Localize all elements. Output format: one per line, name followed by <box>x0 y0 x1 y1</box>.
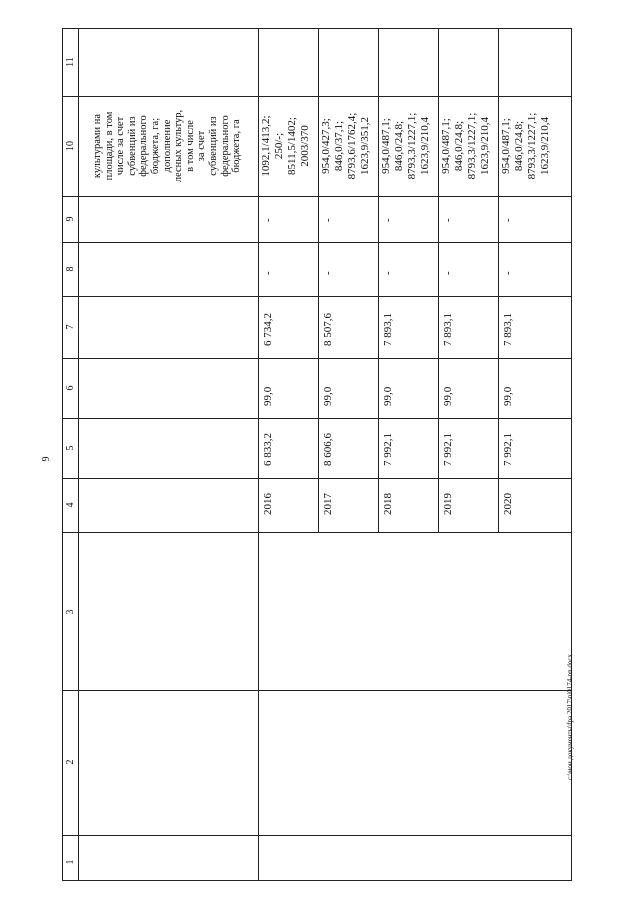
cell-col6: 99,0 <box>442 386 454 406</box>
cell-col9: - <box>262 218 274 222</box>
year-cell: 2018 <box>382 493 394 515</box>
cell-col8: - <box>382 271 394 275</box>
cell-col8: - <box>322 271 334 275</box>
column-number: 10 <box>65 141 76 151</box>
cell-col10: 954,0/487,1; 846,0/24,8; 8793,3/1227,1; 1623,9/210,4 <box>440 112 491 180</box>
col10-header-text: культурами на площади, в том числе за счет субвенций из федерального бюджета, га; дополнение лесных культур, в том числе за счет субвенций из федерального бюджета, га <box>92 109 243 183</box>
column-number: 11 <box>65 57 76 67</box>
year-cell: 2017 <box>322 493 334 515</box>
cell-col8: - <box>502 271 514 275</box>
cell-col8: - <box>262 271 274 275</box>
column-number: 2 <box>65 759 76 765</box>
cell-col8: - <box>442 271 454 275</box>
column-number: 6 <box>65 385 76 391</box>
cell-total: 6 833,2 <box>262 433 274 466</box>
column-number: 7 <box>65 324 76 330</box>
cell-col10: 954,0/427,3; 846,0/37,1; 8793,6/1762,4; 1623,9/351,2 <box>320 112 371 180</box>
cell-col9: - <box>442 218 454 222</box>
cell-col10: 954,0/487,1; 846,0/24,8; 8793,3/1227,1; 1623,9/210,4 <box>380 112 431 180</box>
year-cell: 2019 <box>442 493 454 515</box>
cell-col7: 6 734,2 <box>262 313 274 346</box>
cell-col6: 99,0 <box>322 386 334 406</box>
column-number: 4 <box>65 502 76 508</box>
cell-col10: 954,0/487,1; 846,0/24,8; 8793,3/1227,1; 1623,9/210,4 <box>500 112 551 180</box>
cell-total: 7 992,1 <box>442 433 454 466</box>
year-cell: 2020 <box>502 493 514 515</box>
column-number: 5 <box>65 445 76 451</box>
cell-total: 7 992,1 <box>502 433 514 466</box>
column-number: 9 <box>65 216 76 222</box>
cell-col10: 1092,1/413,2; 250/-; 8511,5/1402; 2003/370 <box>260 115 311 177</box>
cell-col9: - <box>382 218 394 222</box>
cell-col9: - <box>322 218 334 222</box>
cell-total: 8 606,6 <box>322 433 334 466</box>
cell-col9: - <box>502 218 514 222</box>
cell-col6: 99,0 <box>382 386 394 406</box>
cell-col7: 7 893,1 <box>442 313 454 346</box>
page-number: 9 <box>41 456 52 462</box>
column-number: 8 <box>65 266 76 272</box>
cell-col7: 7 893,1 <box>502 313 514 346</box>
cell-col6: 99,0 <box>502 386 514 406</box>
footer-file-path: c:\мои документы\fpa 2017\ni0174-nn.docx <box>566 654 574 780</box>
year-cell: 2016 <box>262 493 274 515</box>
column-number: 1 <box>65 859 76 865</box>
cell-total: 7 992,1 <box>382 433 394 466</box>
cell-col7: 7 893,1 <box>382 313 394 346</box>
cell-col7: 8 507,6 <box>322 313 334 346</box>
column-number: 3 <box>65 609 76 615</box>
cell-col6: 99,0 <box>262 386 274 406</box>
